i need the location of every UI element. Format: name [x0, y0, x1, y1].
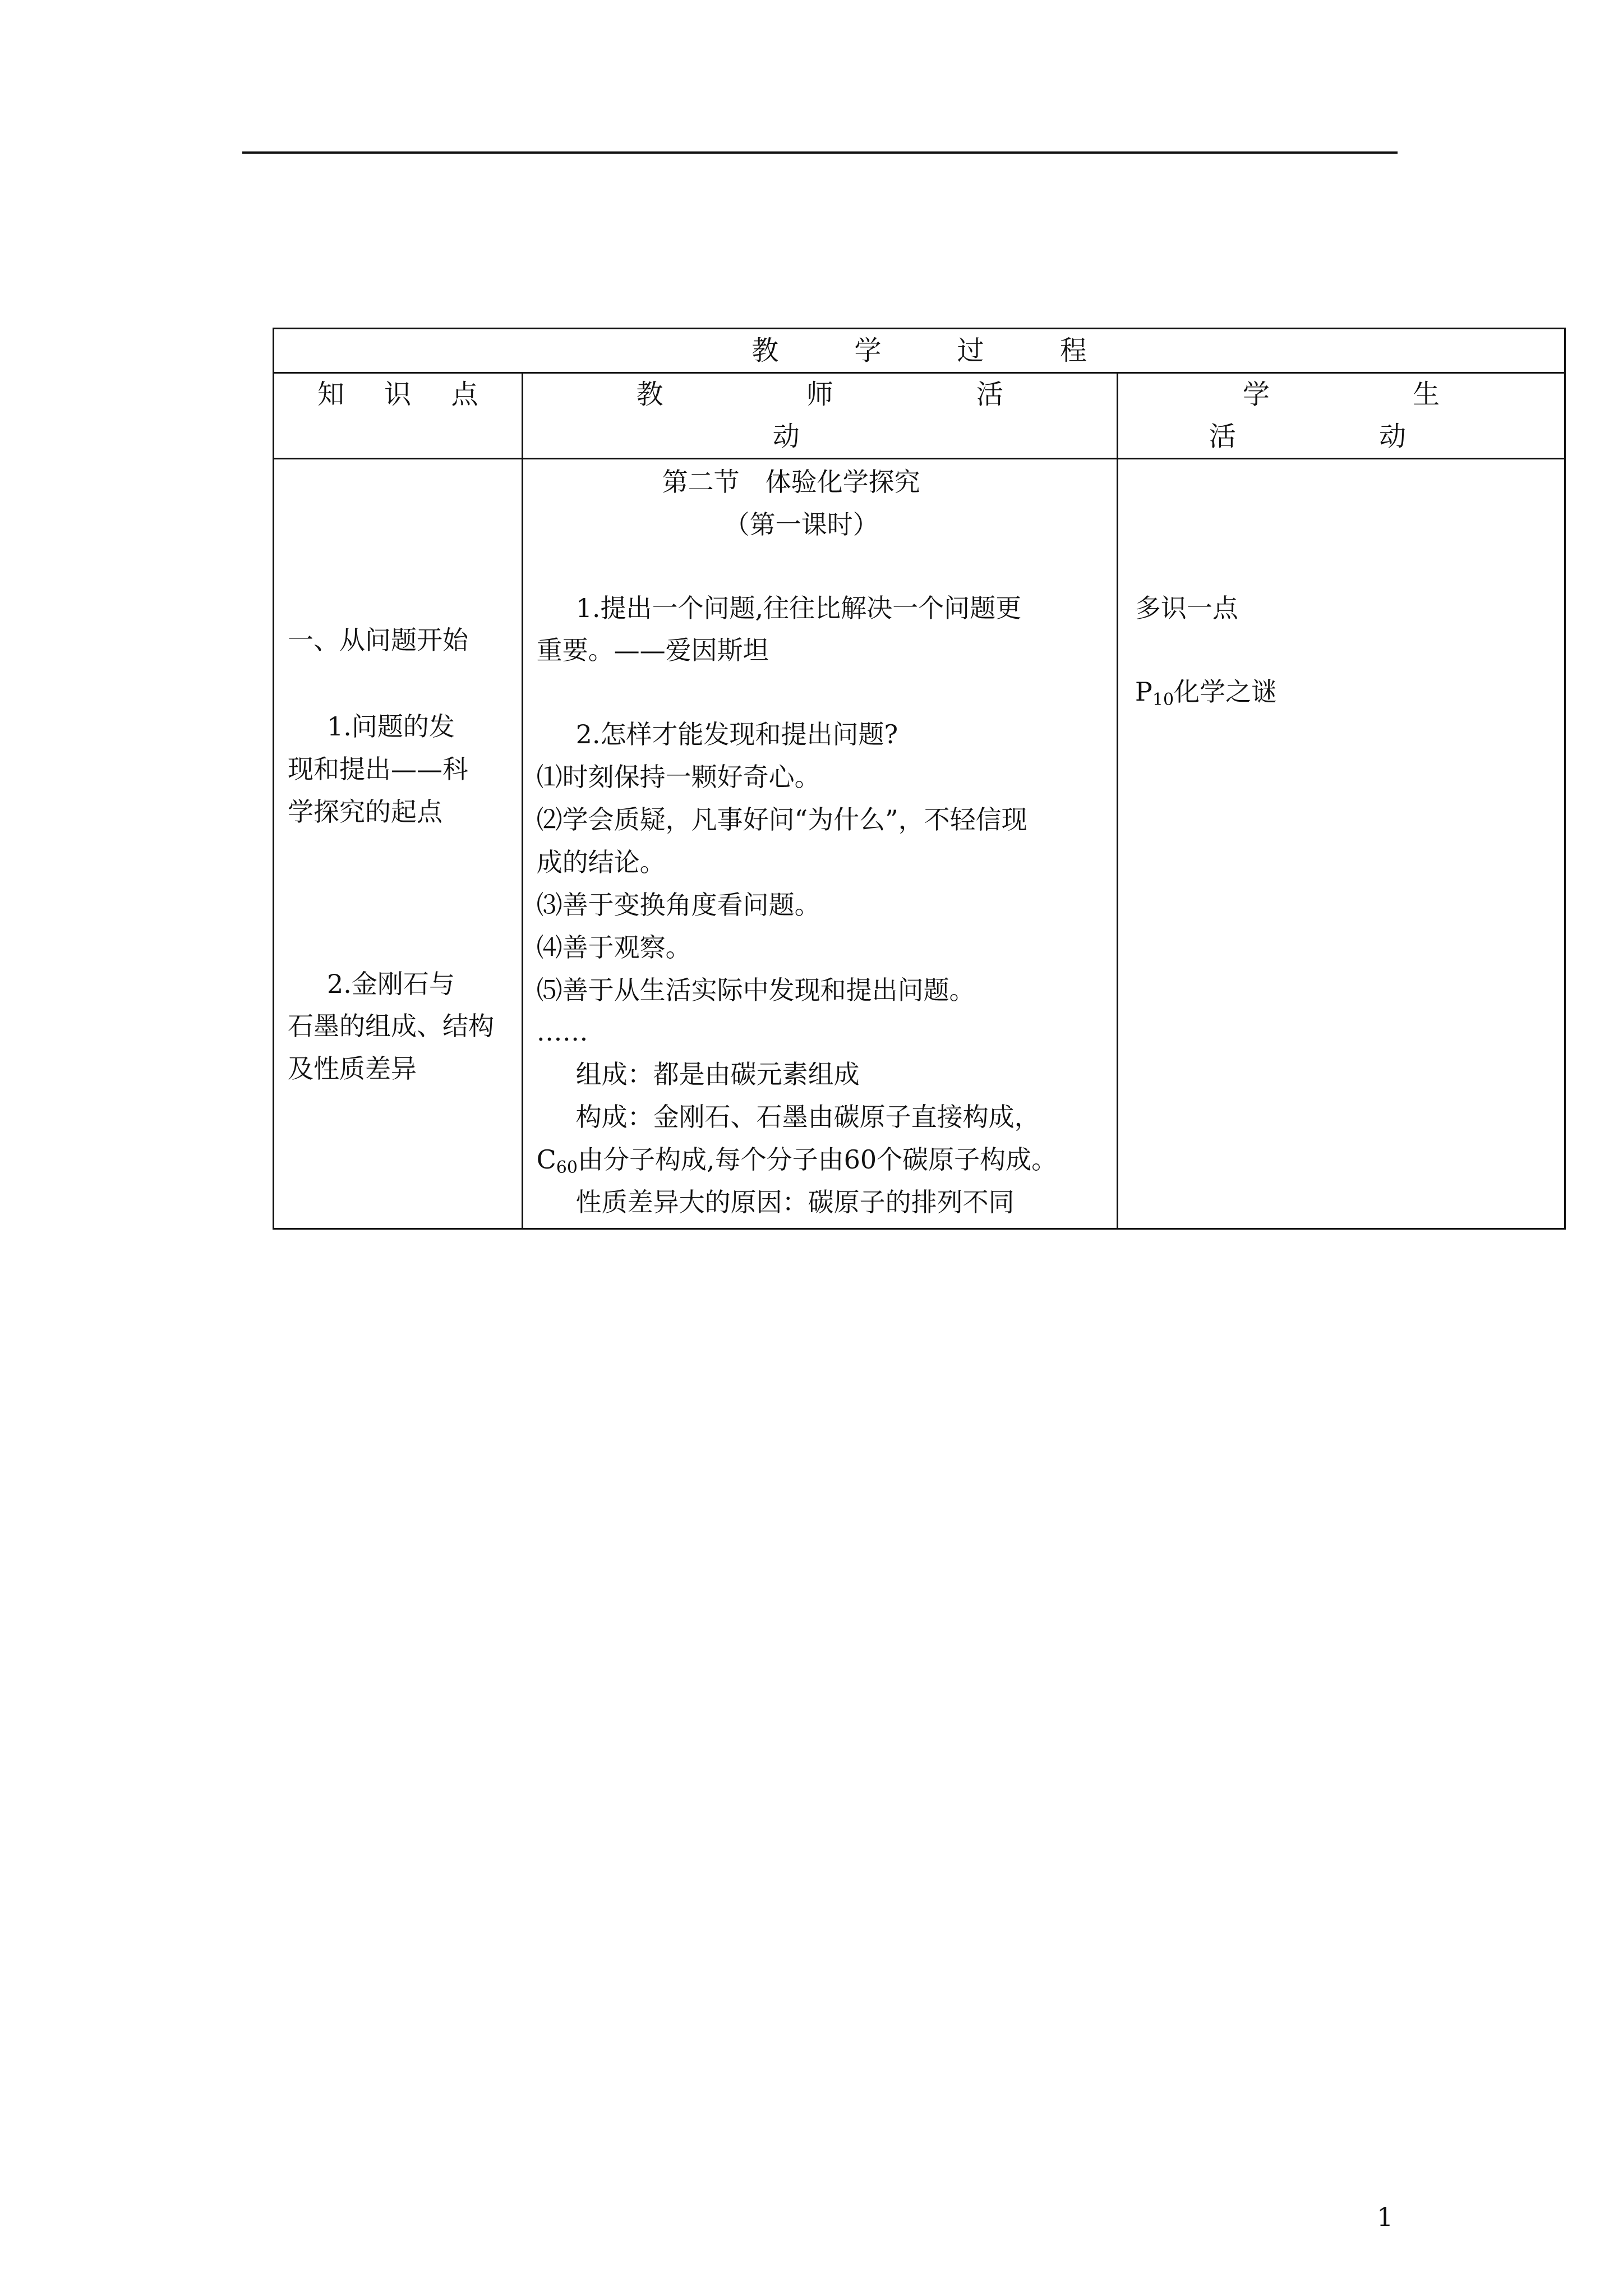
student-column	[1117, 459, 1565, 1229]
c60-subscript: 60	[556, 1158, 578, 1177]
header-knowledge: 知 识 点	[274, 373, 523, 459]
quote-line2: 重要。——爱因斯坦	[536, 635, 769, 665]
ellipsis: ……	[536, 1016, 588, 1047]
ref-subscript: 10	[1152, 690, 1174, 710]
table-title: 教 学 过 程	[274, 329, 1565, 373]
point2-line2: 成的结论。	[536, 847, 666, 877]
structure-line2-rest: 由分子构成,每个分子由60个碳原子构成。	[577, 1144, 1058, 1175]
teacher-column	[522, 459, 1117, 1229]
header-teacher: 教 师 活 动	[522, 373, 1117, 459]
item1-line2: 现和提出——科	[288, 754, 468, 784]
point5: ⑸善于从生活实际中发现和提出问题。	[536, 975, 975, 1005]
page-number: 1	[1377, 2202, 1394, 2232]
quote-line1: 1.提出一个问题,往往比解决一个问题更	[575, 593, 1022, 623]
item1-line3: 学探究的起点	[288, 797, 442, 827]
structure-line2	[537, 1143, 1058, 1185]
item2-line1: 2.金刚石与	[327, 969, 455, 999]
item1-line1: 1.问题的发	[327, 711, 455, 742]
structure-line1: 构成：金刚石、石墨由碳原子直接构成，	[575, 1102, 1040, 1132]
period-label: （第一课时）	[723, 509, 879, 540]
student-note: 多识一点	[1135, 593, 1238, 623]
point3: ⑶善于变换角度看问题。	[536, 890, 820, 920]
difference-line: 性质差异大的原因：碳原子的排列不同	[575, 1187, 1015, 1217]
point2-line1: ⑵学会质疑，凡事好问“为什么”，不轻信现	[536, 804, 1027, 835]
ref-rest: 化学之谜	[1174, 677, 1278, 707]
item2-line2: 石墨的组成、结构	[288, 1011, 494, 1041]
ref-p: P	[1135, 677, 1152, 707]
lesson-table	[273, 328, 1566, 1230]
section-title: 一、从问题开始	[288, 625, 468, 655]
header-student: 学 生 活 动	[1117, 373, 1565, 459]
chapter-title: 第二节 体验化学探究	[662, 467, 920, 497]
question2: 2.怎样才能发现和提出问题?	[575, 719, 898, 749]
item2-line3: 及性质差异	[288, 1053, 417, 1084]
knowledge-column	[274, 459, 523, 1229]
student-reference	[1135, 675, 1277, 717]
c60-symbol: C	[536, 1144, 556, 1175]
point1: ⑴时刻保持一颗好奇心。	[536, 762, 820, 792]
composition-line: 组成：都是由碳元素组成	[575, 1059, 860, 1089]
header-rule	[242, 151, 1398, 154]
point4: ⑷善于观察。	[536, 932, 691, 963]
